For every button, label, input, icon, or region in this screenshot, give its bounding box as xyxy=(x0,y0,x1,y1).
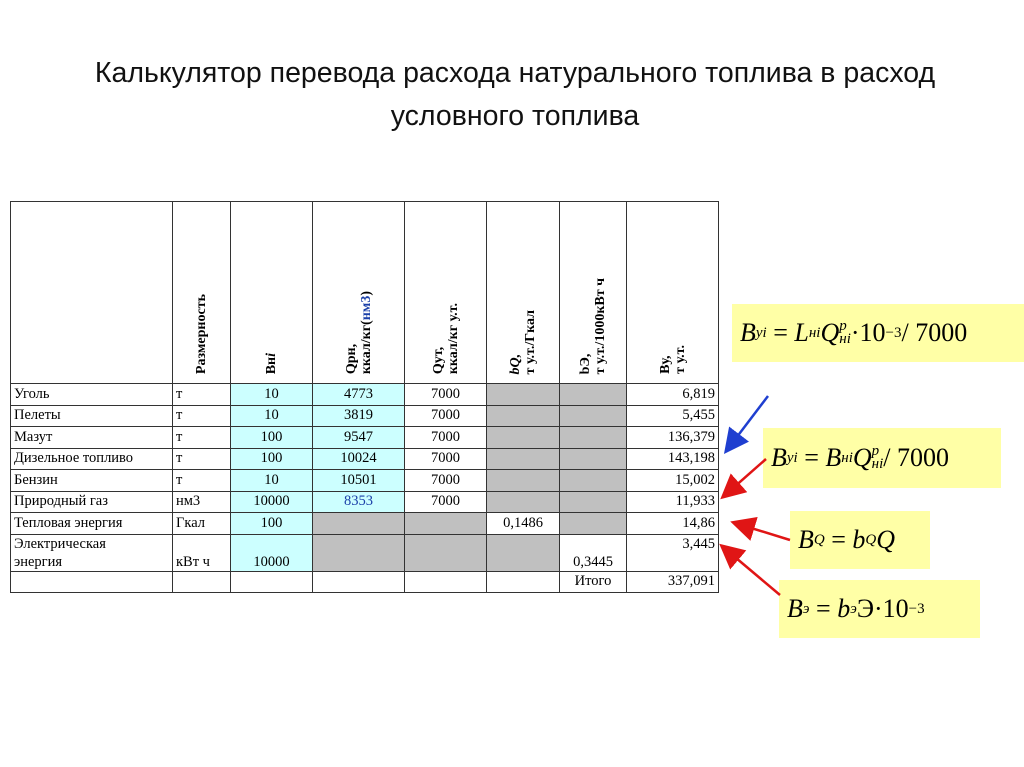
fuel-name: Природный газ xyxy=(11,491,173,513)
fuel-name: Электрическая энергия xyxy=(11,534,173,571)
header-by: Ву, т у.т. xyxy=(627,202,719,384)
qrn-input[interactable]: 8353 xyxy=(313,491,405,513)
qrn-input[interactable]: 3819 xyxy=(313,405,405,427)
be-value: 0,3445 xyxy=(560,534,627,571)
qut-cell: 7000 xyxy=(405,427,487,449)
by-result: 136,379 xyxy=(627,427,719,449)
header-qrn: Qрн, ккал/кг(нм3) xyxy=(313,202,405,384)
unit-cell: т xyxy=(173,405,231,427)
qut-cell: 7000 xyxy=(405,405,487,427)
fuel-name: Уголь xyxy=(11,384,173,406)
page-title: Калькулятор перевода расхода натурального топлива в расход условного топлива xyxy=(94,57,936,132)
blue-arrow xyxy=(727,396,768,450)
formula-heat-energy: B Q = b Q Q xyxy=(790,511,930,569)
qrn-input[interactable]: 9547 xyxy=(313,427,405,449)
bn-input[interactable]: 100 xyxy=(231,448,313,470)
by-result: 5,455 xyxy=(627,405,719,427)
bq-value: 0,1486 xyxy=(487,513,560,535)
qut-cell: 7000 xyxy=(405,448,487,470)
bn-input[interactable]: 100 xyxy=(231,427,313,449)
bn-input[interactable]: 100 xyxy=(231,513,313,535)
unit-cell: кВт ч xyxy=(173,534,231,571)
qrn-input[interactable]: 10024 xyxy=(313,448,405,470)
unit-cell: т xyxy=(173,448,231,470)
unit-cell: Гкал xyxy=(173,513,231,535)
bn-input[interactable]: 10000 xyxy=(231,534,313,571)
formula-by-natural: B уi = B нi Q р нi / 7000 xyxy=(763,428,1001,488)
unit-cell: т xyxy=(173,384,231,406)
qut-cell: 7000 xyxy=(405,384,487,406)
qrn-input[interactable]: 4773 xyxy=(313,384,405,406)
by-result: 14,86 xyxy=(627,513,719,535)
bn-input[interactable]: 10000 xyxy=(231,491,313,513)
by-result: 6,819 xyxy=(627,384,719,406)
red-arrow-heat xyxy=(735,523,790,540)
formula-electric-energy: B э = b э Э ·10 −3 xyxy=(779,580,980,638)
qut-cell: 7000 xyxy=(405,470,487,492)
bn-input[interactable]: 10 xyxy=(231,384,313,406)
bn-input[interactable]: 10 xyxy=(231,470,313,492)
by-result: 11,933 xyxy=(627,491,719,513)
header-be: bЭ, т у.т./1000кВт ч xyxy=(560,202,627,384)
by-result: 3,445 xyxy=(627,534,719,571)
fuel-name: Бензин xyxy=(11,470,173,492)
header-bq: bQ, т у.т./Гкал xyxy=(487,202,560,384)
header-qut: Qут, ккал/кг у.т. xyxy=(405,202,487,384)
unit-cell: т xyxy=(173,470,231,492)
by-result: 143,198 xyxy=(627,448,719,470)
unit-cell: нм3 xyxy=(173,491,231,513)
qut-cell: 7000 xyxy=(405,491,487,513)
formula-by-lower-heat: B уi = L нi Q р нi ·10 −3 / 7000 xyxy=(732,304,1024,362)
red-arrow-electric xyxy=(723,547,780,595)
total-label: Итого xyxy=(560,571,627,593)
fuel-name: Пелеты xyxy=(11,405,173,427)
fuel-name: Мазут xyxy=(11,427,173,449)
total-value: 337,091 xyxy=(627,571,719,593)
fuel-name: Тепловая энергия xyxy=(11,513,173,535)
qrn-input[interactable]: 10501 xyxy=(313,470,405,492)
unit-cell: т xyxy=(173,427,231,449)
red-arrow-gas xyxy=(724,459,766,496)
by-result: 15,002 xyxy=(627,470,719,492)
bn-input[interactable]: 10 xyxy=(231,405,313,427)
fuel-name: Дизельное топливо xyxy=(11,448,173,470)
header-bn: Внi xyxy=(231,202,313,384)
header-unit: Размерность xyxy=(173,202,231,384)
